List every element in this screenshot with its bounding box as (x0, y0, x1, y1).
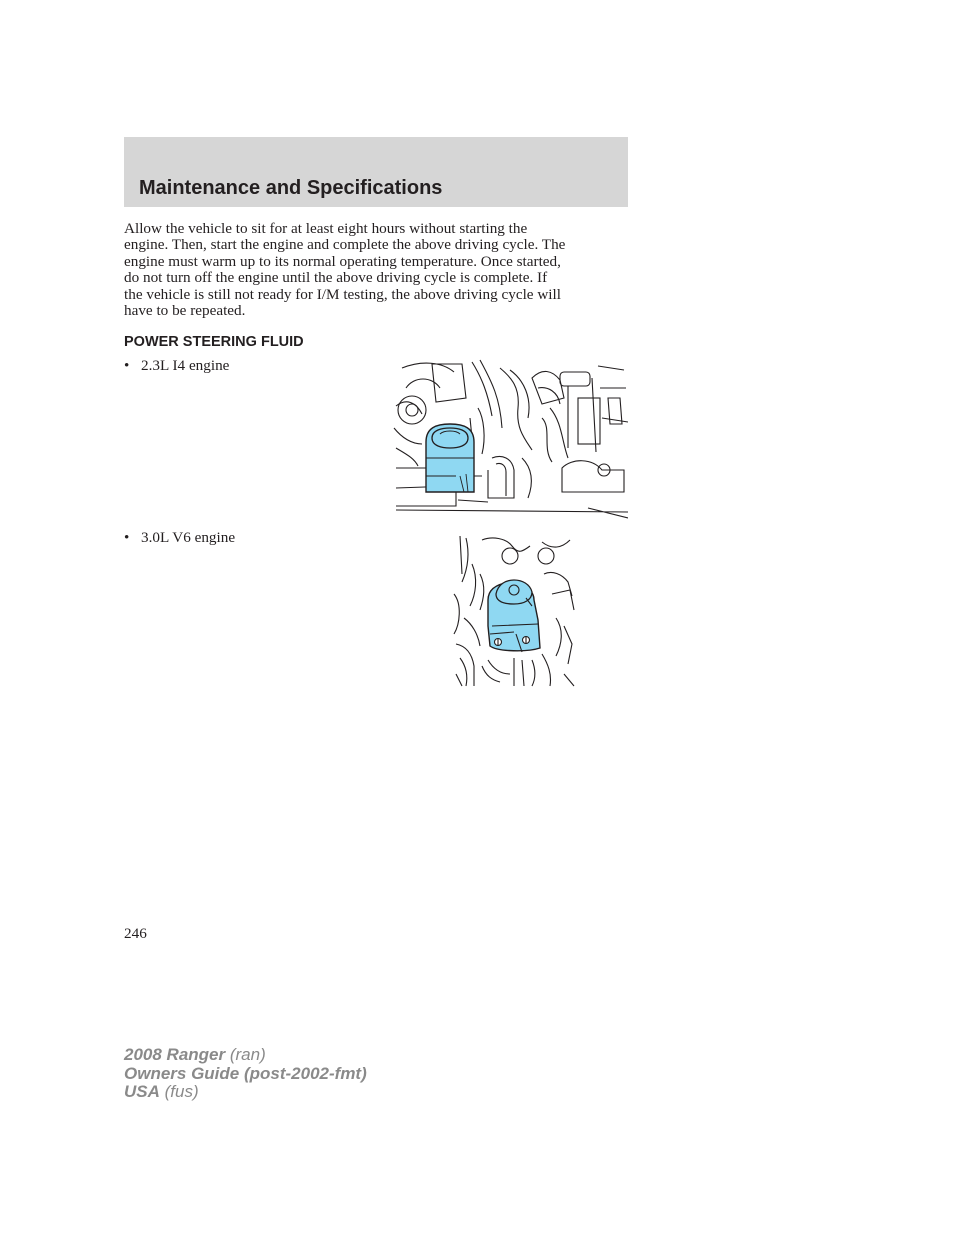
bullet-item-i4-engine (124, 357, 229, 375)
footer-line-market (124, 1083, 367, 1102)
section-title: Maintenance and Specifications (139, 177, 443, 199)
footer-vehicle-code: (ran) (225, 1045, 266, 1064)
bullet-label: 2.3L I4 engine (141, 357, 230, 374)
document-footer (124, 1046, 367, 1102)
i4-engine-illustration (392, 358, 628, 520)
v6-engine-illustration (452, 534, 576, 687)
bullet-marker: • (124, 357, 130, 374)
footer-market: USA (124, 1082, 160, 1101)
footer-vehicle-model: 2008 Ranger (124, 1045, 226, 1064)
footer-line-vehicle (124, 1046, 367, 1065)
bullet-item-v6-engine (124, 529, 235, 547)
bullet-marker: • (124, 529, 130, 546)
bullet-label: 3.0L V6 engine (141, 529, 236, 546)
footer-market-code: (fus) (159, 1082, 199, 1101)
body-paragraph: Allow the vehicle to sit for at least eight hours without starting the engine. Then, start the engine and complete the above driving cycle. The engine must warm up to its normal operating temperature. Once started, do not turn off the engine until the above driving cycle is complete. If the vehicle is still not ready for I/M testing, the above driving cycle will have to be repeated. (124, 220, 566, 320)
section-header-band (124, 137, 628, 207)
footer-guide-name: Owners Guide (post-2002-fmt) (124, 1063, 367, 1083)
subheading-power-steering-fluid: POWER STEERING FLUID (124, 334, 304, 350)
page-number: 246 (124, 925, 147, 942)
footer-line-guide (124, 1065, 367, 1084)
